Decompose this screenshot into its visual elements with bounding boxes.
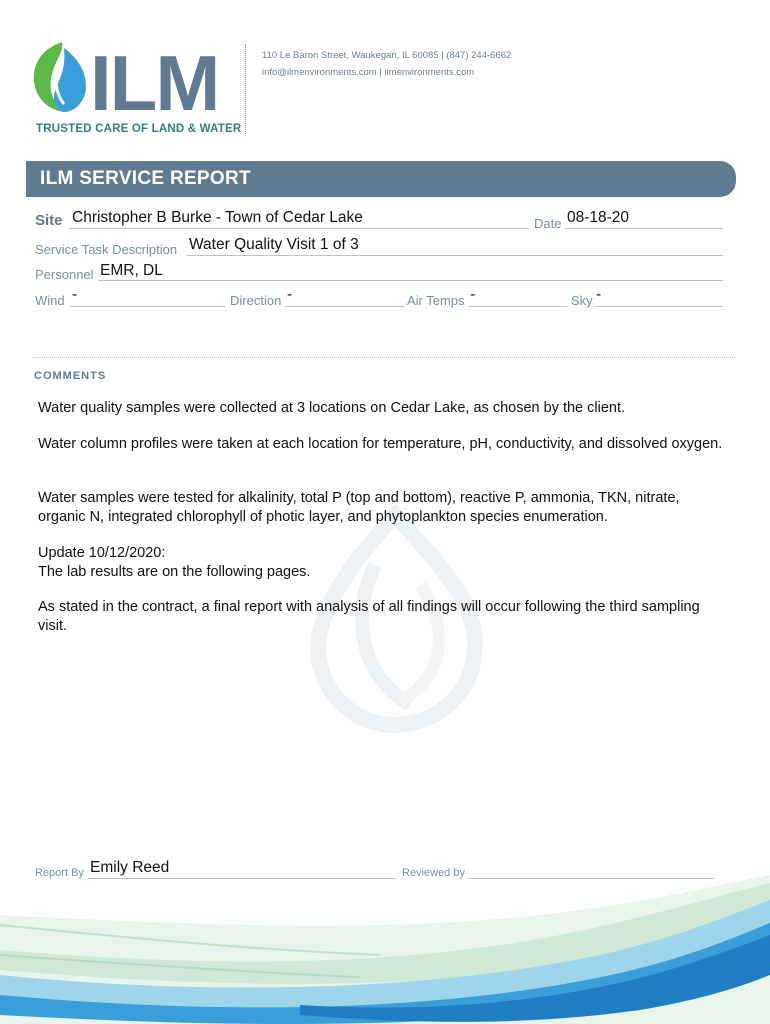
logo-wordmark: ILM: [90, 39, 219, 120]
date-label: Date: [534, 216, 562, 231]
leaf-drop-icon: [34, 42, 86, 112]
comment-update-text: The lab results are on the following pages.: [38, 564, 311, 580]
company-address: 110 Le Baron Street, Waukegan, IL 60085 | (847) 244-6662: [262, 50, 512, 61]
task-underline: [187, 255, 723, 256]
site-underline: [70, 228, 529, 229]
direction-label: Direction: [230, 293, 282, 308]
site-label: Site: [35, 212, 63, 229]
section-separator: [33, 357, 735, 358]
comment-paragraph-1: Water quality samples were collected at 3 locations on Cedar Lake, as chosen by the client.: [38, 400, 626, 416]
comment-paragraph-2: Water column profiles were taken at each location for temperature, pH, conductivity, and dissolved oxygen.: [38, 436, 723, 452]
report-title: ILM SERVICE REPORT: [40, 168, 251, 189]
header-divider: [245, 44, 246, 136]
sky-label: Sky: [571, 293, 593, 308]
logo-tagline: TRUSTED CARE OF LAND & WATER: [36, 123, 242, 135]
wind-value: -: [72, 286, 78, 303]
report-by-value: Emily Reed: [90, 859, 170, 876]
ilm-logo: [30, 38, 245, 120]
direction-value: -: [287, 286, 293, 303]
direction-underline: [285, 306, 404, 307]
comment-paragraph-5: As stated in the contract, a final report with analysis of all findings will occur following the third sampling visit.: [38, 599, 700, 634]
personnel-underline: [98, 280, 723, 281]
date-underline: [565, 228, 723, 229]
sky-value: -: [596, 286, 602, 303]
air-temps-value: -: [470, 286, 476, 303]
site-value: Christopher B Burke - Town of Cedar Lake: [72, 209, 363, 226]
sky-underline: [594, 306, 723, 307]
air-temps-underline: [468, 306, 567, 307]
footer-wave-graphic: [0, 855, 770, 1024]
air-temps-label: Air Temps: [407, 293, 465, 308]
personnel-value: EMR, DL: [100, 262, 163, 279]
report-by-label: Report By: [35, 867, 84, 879]
wind-underline: [70, 306, 226, 307]
comment-update-date: Update 10/12/2020:: [38, 545, 166, 561]
task-label: Service Task Description: [35, 242, 178, 257]
comments-heading: COMMENTS: [34, 370, 107, 382]
comment-paragraph-3: Water samples were tested for alkalinity, total P (top and bottom), reactive P, ammonia, TKN, nitrate, organic N, integrated chlorophyll of photic layer, and phytoplankton species enumeration.: [38, 490, 680, 525]
date-value: 08-18-20: [567, 209, 630, 226]
wind-label: Wind: [35, 293, 65, 308]
task-value: Water Quality Visit 1 of 3: [189, 236, 359, 253]
company-web: info@ilmenvironments.com | ilmenvironments.com: [262, 67, 475, 78]
reviewed-by-label: Reviewed by: [402, 867, 465, 879]
personnel-label: Personnel: [35, 267, 94, 282]
